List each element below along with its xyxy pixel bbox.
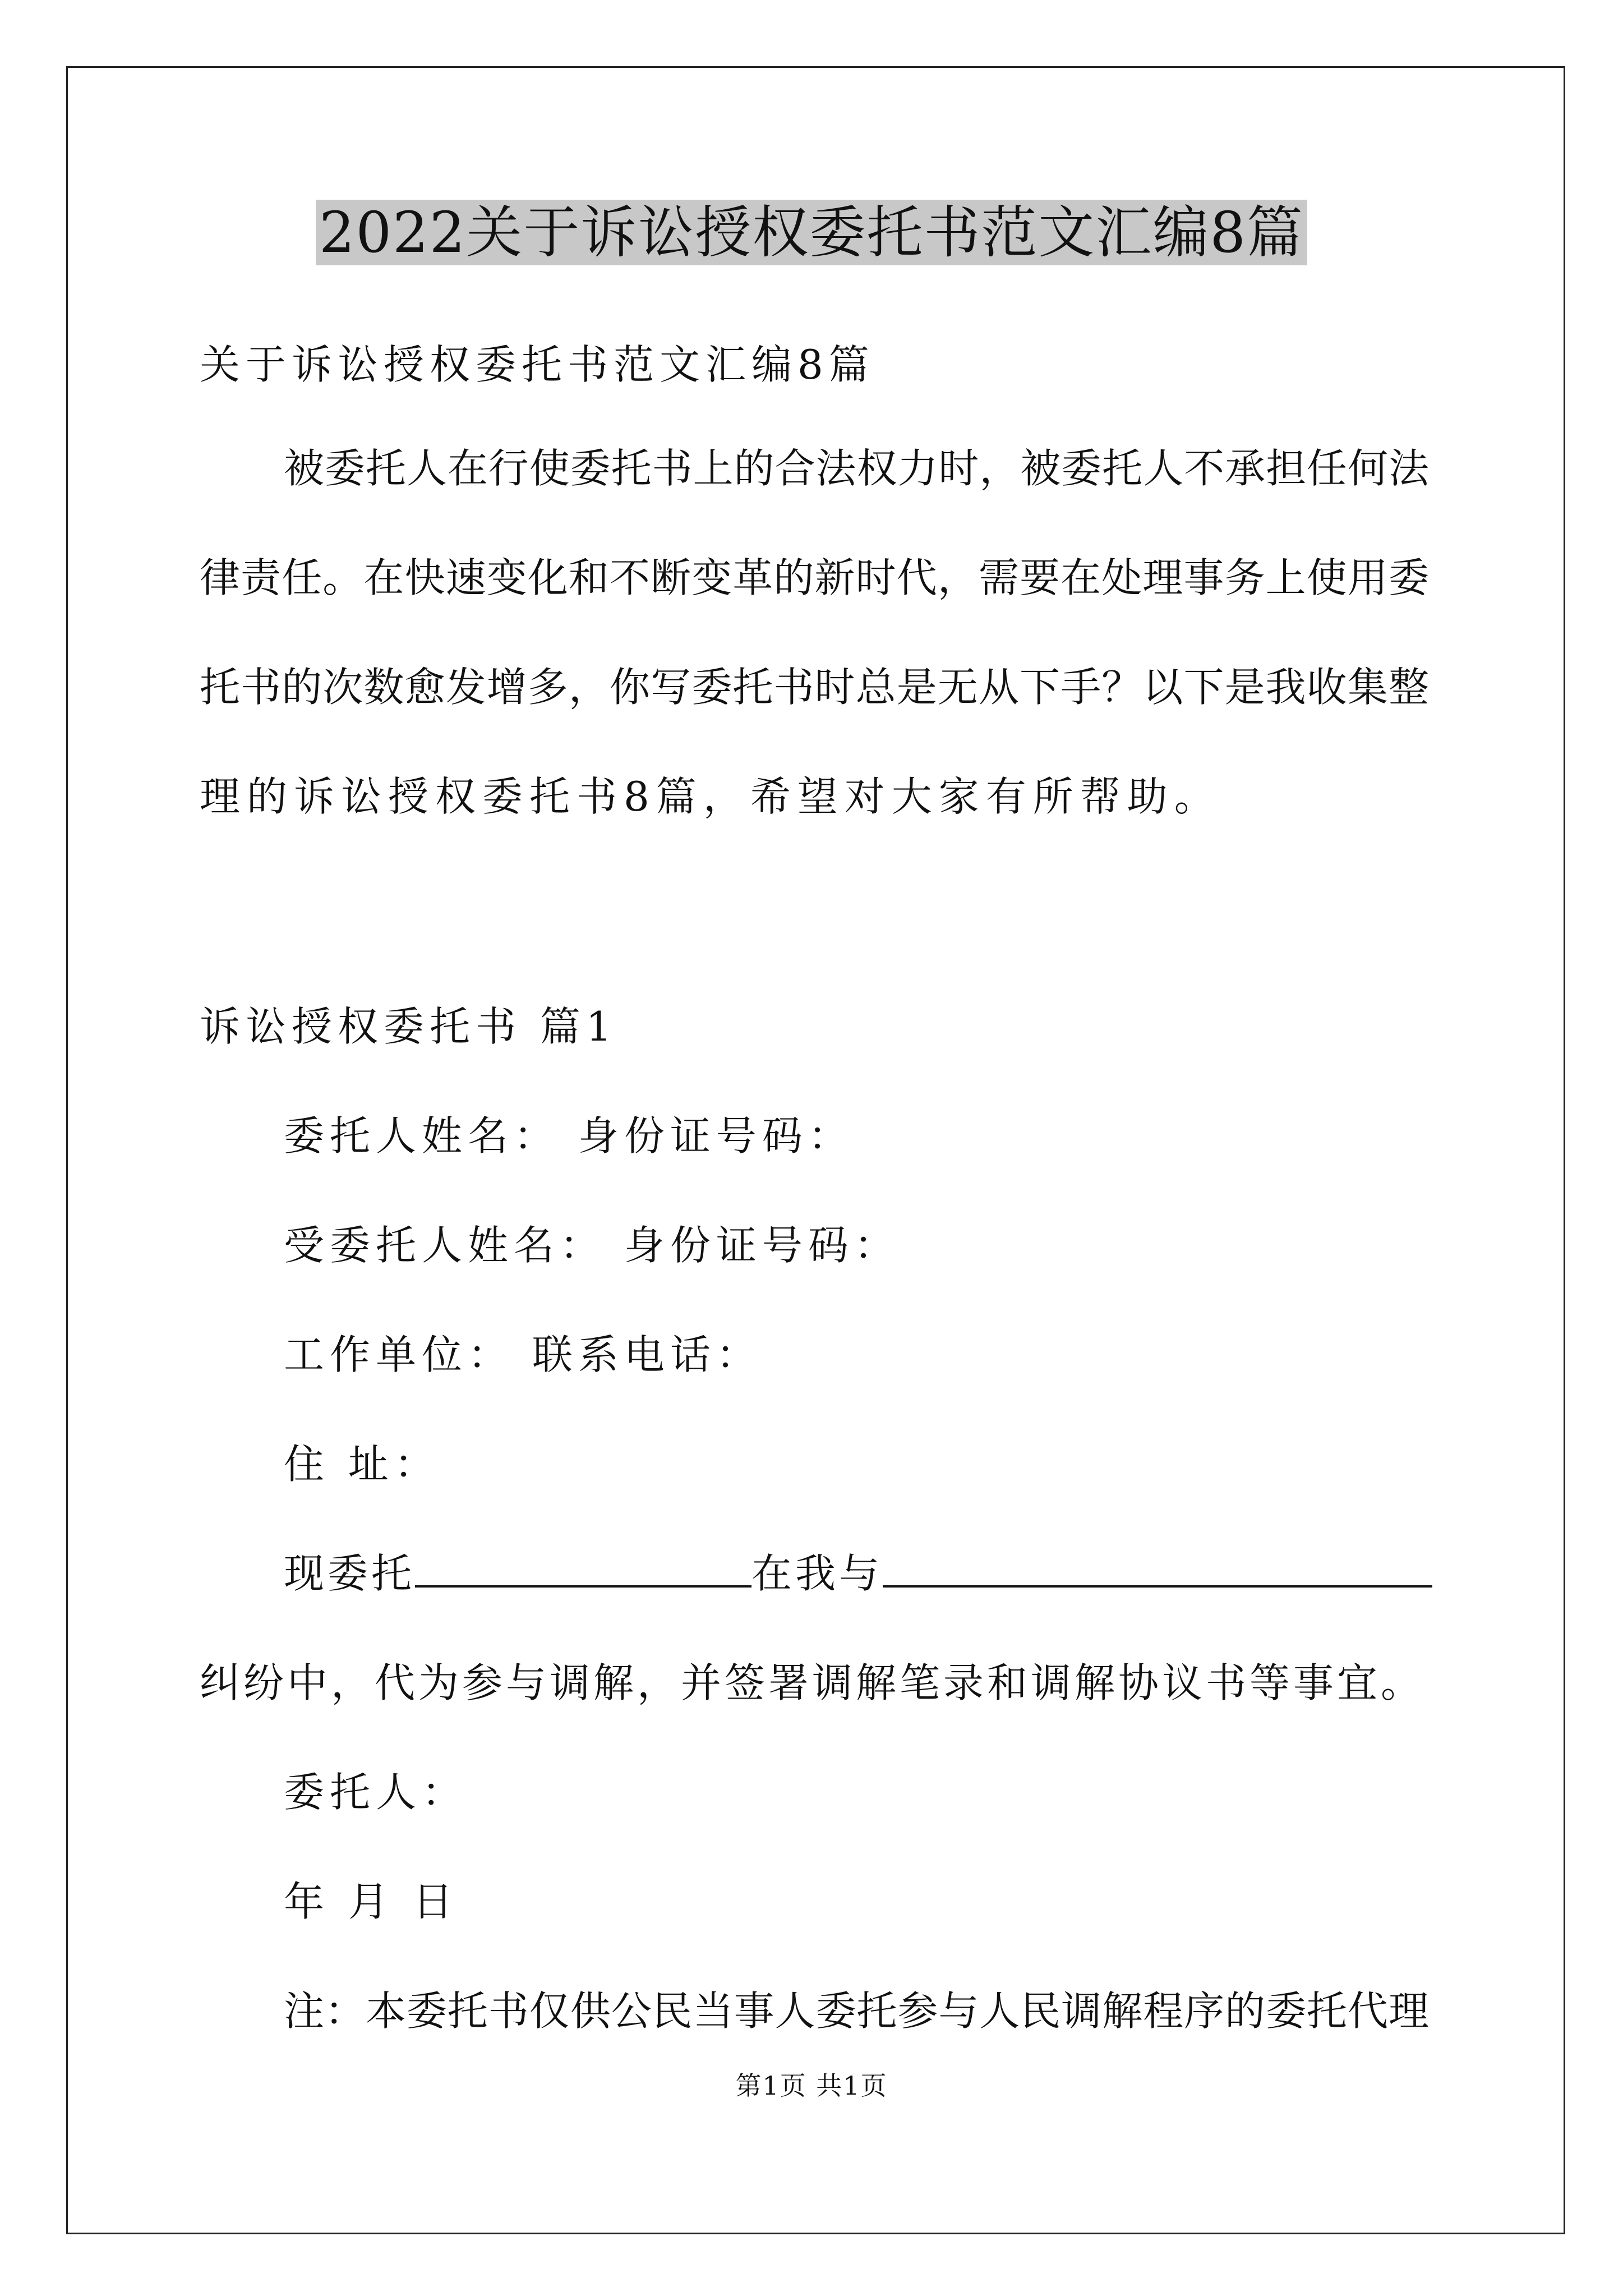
agent-blank: [415, 1546, 751, 1588]
document-subtitle: 关于诉讼授权委托书范文汇编8篇: [200, 341, 875, 388]
signature-line: 委托人：: [284, 1769, 468, 1816]
entrust-continuation: 纠纷中，代为参与调解，并签署调解笔录和调解协议书等事宜。: [200, 1659, 1425, 1706]
intro-line-4: 理的诉讼授权委托书8篇，希望对大家有所帮助。: [200, 773, 1221, 820]
intro-line-2: 律责任。在快速变化和不断变革的新时代，需要在处理事务上使用委: [200, 554, 1429, 601]
note-line: 注：本委托书仅供公民当事人委托参与人民调解程序的委托代理: [284, 1987, 1429, 2035]
page-footer: 第1页 共1页: [735, 2070, 888, 2101]
address-line: 住 址：: [284, 1441, 440, 1488]
party-blank: [883, 1546, 1432, 1588]
agent-name-line: 受委托人姓名： 身份证号码：: [284, 1222, 900, 1269]
entrust-text-1: 现委托: [284, 1550, 416, 1597]
document-title: [0, 194, 1623, 272]
section-heading: 诉讼授权委托书 篇1: [200, 1003, 617, 1050]
principal-name-line: 委托人姓名： 身份证号码：: [284, 1112, 854, 1159]
date-line: 年 月 日: [284, 1878, 459, 1925]
intro-line-1: 被委托人在行使委托书上的合法权力时，被委托人不承担任何法: [284, 445, 1429, 492]
entrust-text-2: 在我与: [751, 1550, 883, 1597]
document-title-text: 2022关于诉讼授权委托书范文汇编8篇: [316, 200, 1307, 265]
work-unit-line: 工作单位： 联系电话：: [284, 1331, 762, 1378]
entrust-line: [284, 1545, 1432, 1602]
intro-line-3: 托书的次数愈发增多，你写委托书时总是无从下手？以下是我收集整: [200, 664, 1429, 711]
